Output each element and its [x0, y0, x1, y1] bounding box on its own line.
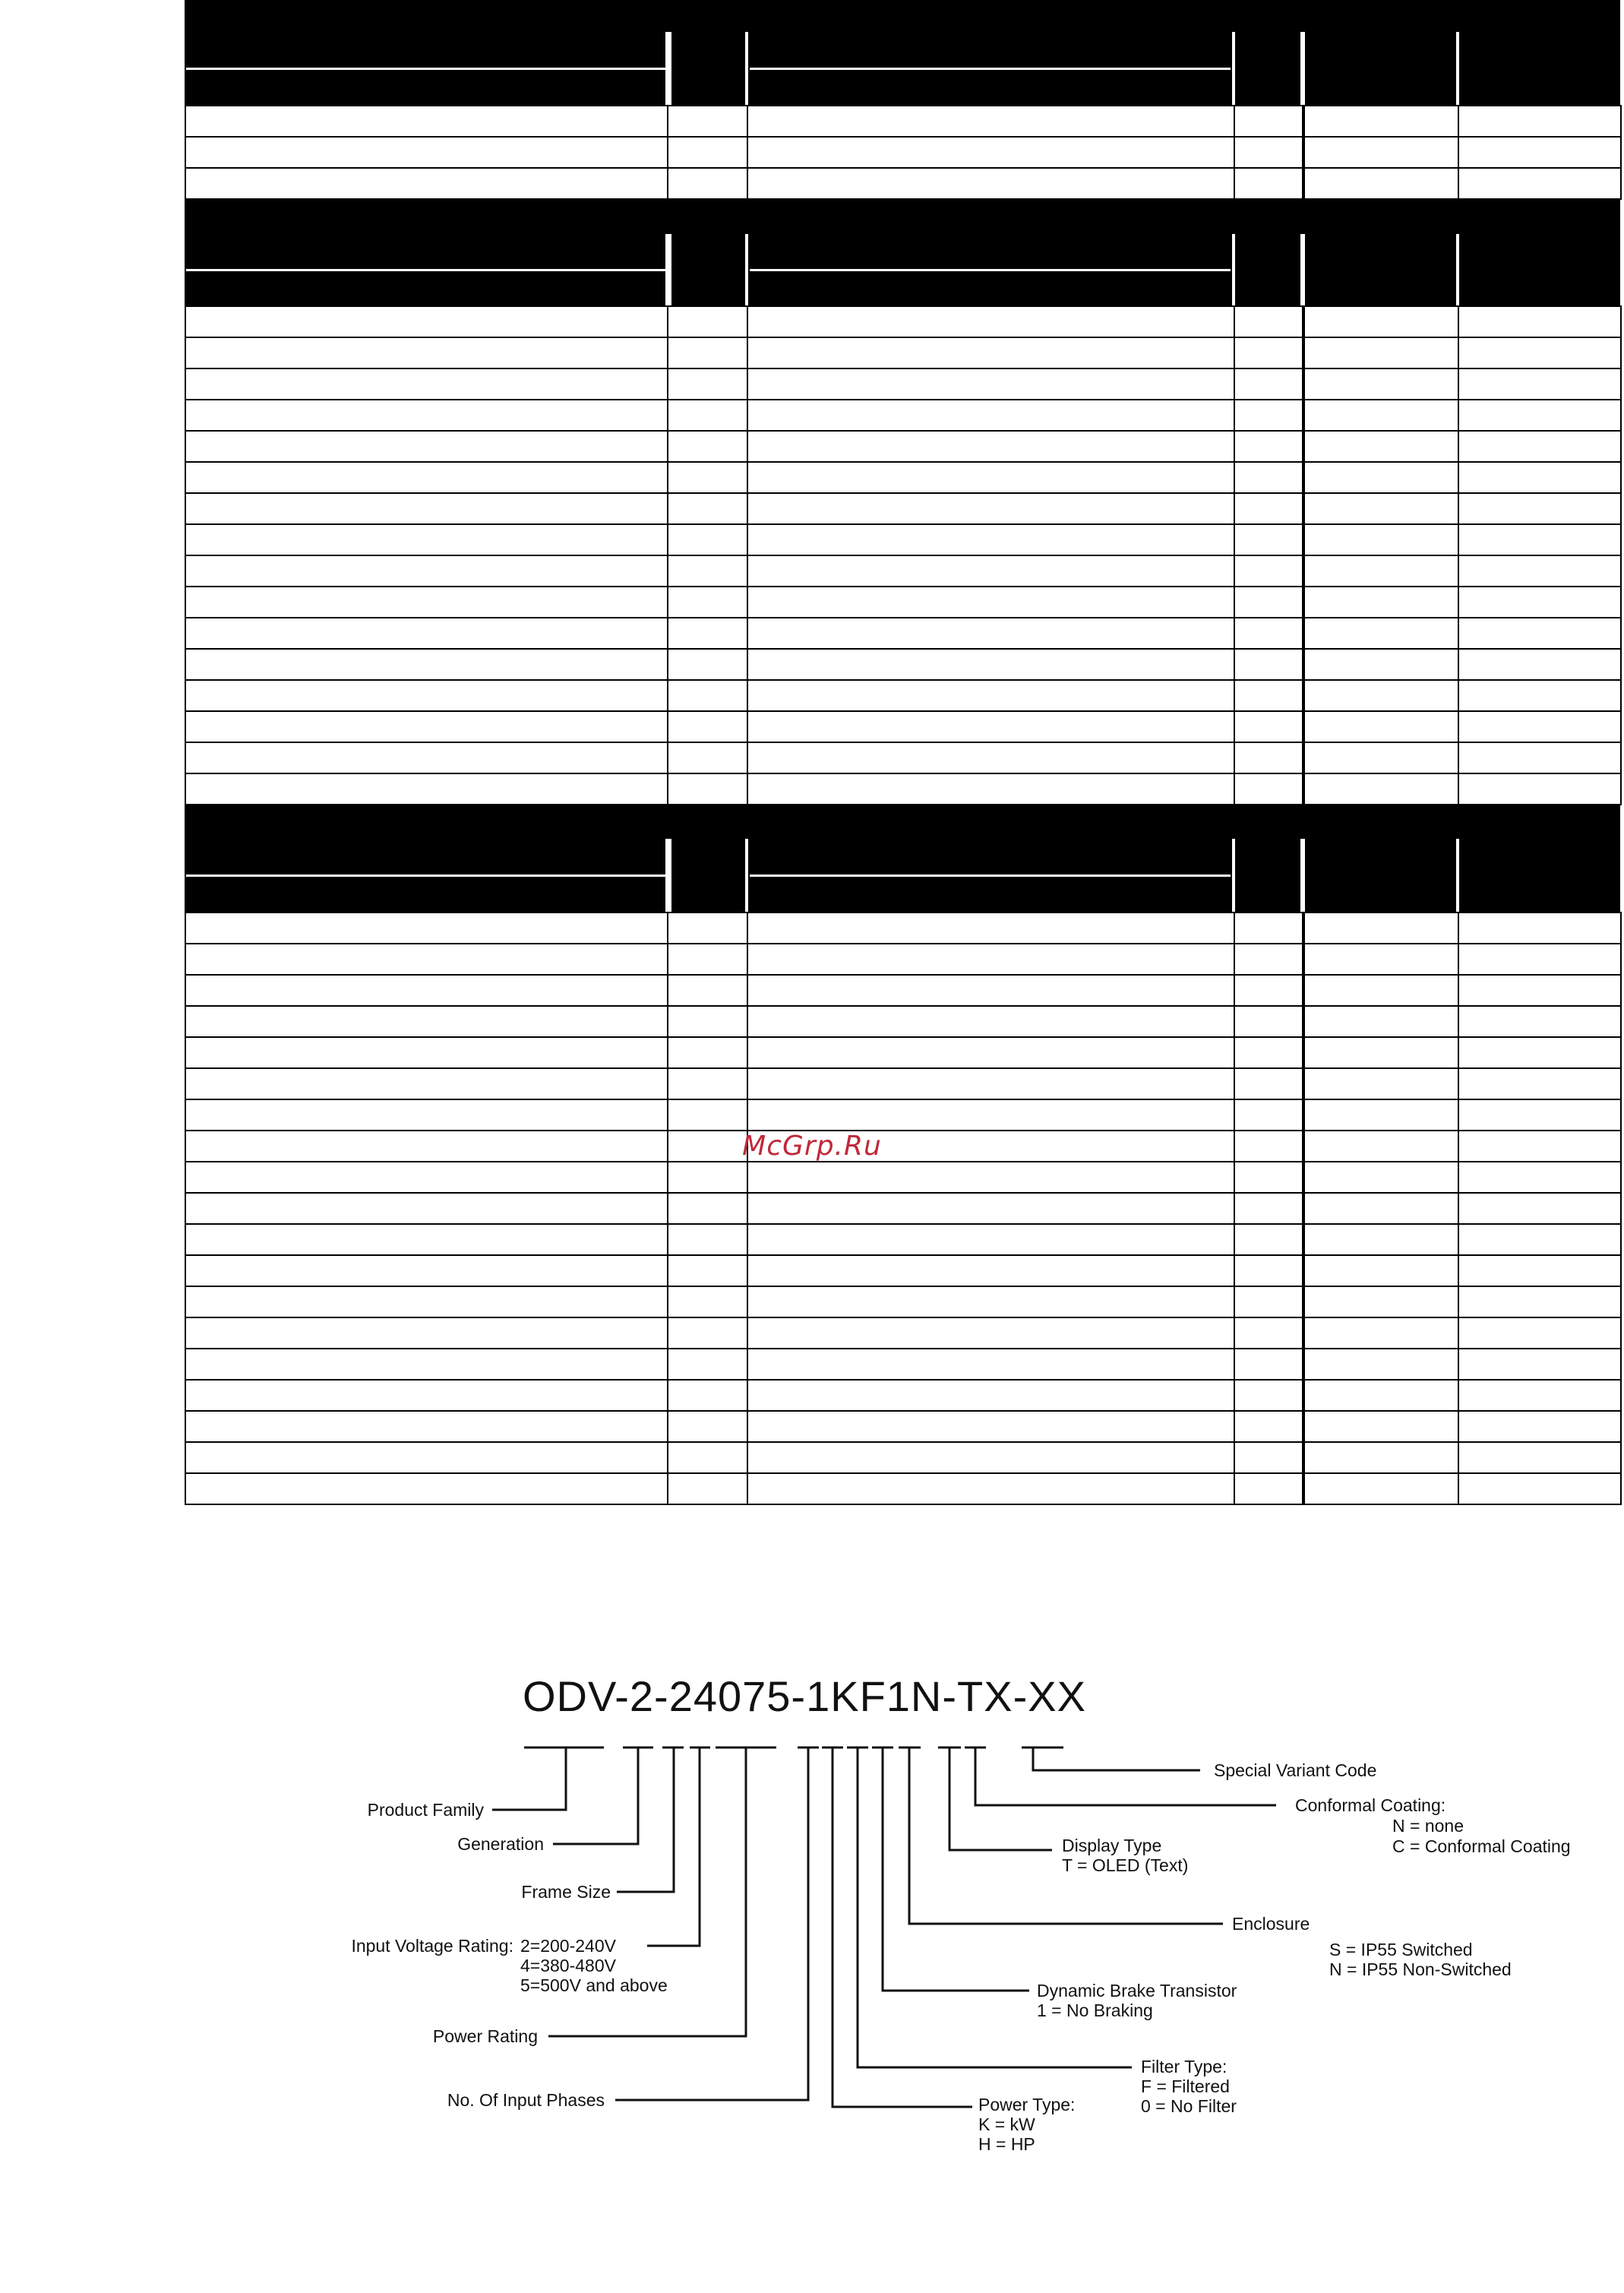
display-type-option-1: T = OLED (Text) — [1062, 1855, 1189, 1875]
table-row — [185, 1348, 1622, 1349]
table-row — [185, 136, 1622, 138]
enclosure-option-2: N = IP55 Non-Switched — [1329, 1959, 1512, 1979]
table-header-cell — [1459, 234, 1620, 305]
table-row — [185, 1192, 1622, 1194]
table-section-band — [185, 199, 1620, 234]
table-column-rule — [185, 912, 186, 1504]
table-column-rule — [1303, 912, 1305, 1504]
table-row — [185, 1254, 1622, 1256]
label-generation: Generation — [457, 1834, 544, 1854]
table-section-band — [185, 804, 1620, 839]
table-section-band — [185, 0, 1620, 32]
table-column-rule — [667, 912, 668, 1504]
table-row — [185, 586, 1622, 587]
conformal-coating-option-2: C = Conformal Coating — [1392, 1836, 1571, 1856]
table-header-split — [750, 875, 1231, 877]
table-row — [185, 773, 1622, 774]
table-row — [185, 1441, 1622, 1443]
table-row — [185, 943, 1622, 944]
connector-lines — [492, 1747, 1276, 2107]
table-row — [185, 648, 1622, 650]
table-row — [185, 523, 1622, 525]
table-row — [185, 912, 1622, 913]
table-row — [185, 1504, 1622, 1505]
label-input-phases: No. Of Input Phases — [447, 2090, 605, 2110]
table-header-cell — [1305, 234, 1456, 305]
label-filter-type: Filter Type: — [1141, 2057, 1227, 2076]
input-voltage-option-3: 5=500V and above — [520, 1975, 668, 1995]
table-row — [185, 1223, 1622, 1225]
label-power-type: Power Type: — [978, 2095, 1076, 2114]
table-row — [185, 368, 1622, 369]
label-special-variant: Special Variant Code — [1214, 1760, 1377, 1780]
dynamic-brake-option-1: 1 = No Braking — [1037, 2000, 1153, 2020]
table-row — [185, 679, 1622, 681]
table-header-cell — [671, 234, 745, 305]
label-frame-size: Frame Size — [521, 1882, 611, 1902]
table-column-rule — [747, 105, 748, 198]
power-type-option-1: K = kW — [978, 2114, 1035, 2134]
label-product-family: Product Family — [367, 1800, 484, 1820]
label-dynamic-brake: Dynamic Brake Transistor — [1037, 1981, 1237, 2000]
table-row — [185, 617, 1622, 618]
label-conformal-coating: Conformal Coating: — [1295, 1795, 1446, 1815]
table-header-cell — [1459, 839, 1620, 912]
table-column-rule — [185, 105, 186, 198]
table-header-cell — [1235, 234, 1300, 305]
model-code: ODV-2-24075-1KF1N-TX-XX — [523, 1672, 1086, 1720]
table-row — [185, 305, 1622, 307]
table-row — [185, 1317, 1622, 1318]
table-column-rule — [1620, 105, 1622, 198]
table-row — [185, 1379, 1622, 1381]
table-column-rule — [1620, 912, 1622, 1504]
table-column-rule — [1303, 105, 1305, 198]
table-column-rule — [1458, 912, 1459, 1504]
table-row — [185, 461, 1622, 463]
table-row — [185, 974, 1622, 976]
filter-type-option-2: 0 = No Filter — [1141, 2096, 1237, 2116]
table-row — [185, 430, 1622, 432]
power-type-option-2: H = HP — [978, 2134, 1035, 2154]
table-header-split — [186, 269, 665, 271]
watermark: McGrp.Ru — [742, 1131, 882, 1162]
label-power-rating: Power Rating — [432, 2026, 538, 2046]
table-header-cell — [1235, 839, 1300, 912]
table-row — [185, 1099, 1622, 1100]
table-row — [185, 1286, 1622, 1287]
table-column-rule — [667, 105, 668, 198]
table-header-split — [186, 875, 665, 877]
table-row — [185, 742, 1622, 743]
table-header-cell — [671, 839, 745, 912]
label-display-type: Display Type — [1062, 1836, 1162, 1855]
table-header-cell — [1459, 32, 1620, 105]
table-row — [185, 167, 1622, 169]
table-header-cell — [1305, 839, 1456, 912]
table-row — [185, 1472, 1622, 1474]
label-enclosure: Enclosure — [1232, 1914, 1310, 1934]
table-column-rule — [1458, 105, 1459, 198]
input-voltage-option-2: 4=380-480V — [520, 1956, 616, 1975]
table-header-cell — [671, 32, 745, 105]
filter-type-option-1: F = Filtered — [1141, 2076, 1230, 2096]
model-code-diagram — [0, 1664, 1624, 2196]
table-row — [185, 399, 1622, 400]
table-column-rule — [747, 912, 748, 1504]
table-column-rule — [1234, 105, 1235, 198]
table-column-rule — [1234, 912, 1235, 1504]
enclosure-option-1: S = IP55 Switched — [1329, 1940, 1473, 1959]
table-header-split — [750, 269, 1231, 271]
table-row — [185, 1410, 1622, 1412]
table-header-split — [186, 68, 665, 70]
label-input-voltage: Input Voltage Rating: — [351, 1936, 513, 1956]
input-voltage-option-1: 2=200-240V — [520, 1936, 616, 1956]
table-row — [185, 710, 1622, 712]
table-header-cell — [1235, 32, 1300, 105]
table-row — [185, 337, 1622, 338]
conformal-coating-option-1: N = none — [1392, 1816, 1464, 1836]
table-row — [185, 492, 1622, 494]
table-row — [185, 1036, 1622, 1038]
table-row — [185, 105, 1622, 106]
table-header-cell — [1305, 32, 1456, 105]
table-header-split — [750, 68, 1231, 70]
table-row — [185, 555, 1622, 556]
table-row — [185, 1005, 1622, 1007]
table-row — [185, 1067, 1622, 1069]
